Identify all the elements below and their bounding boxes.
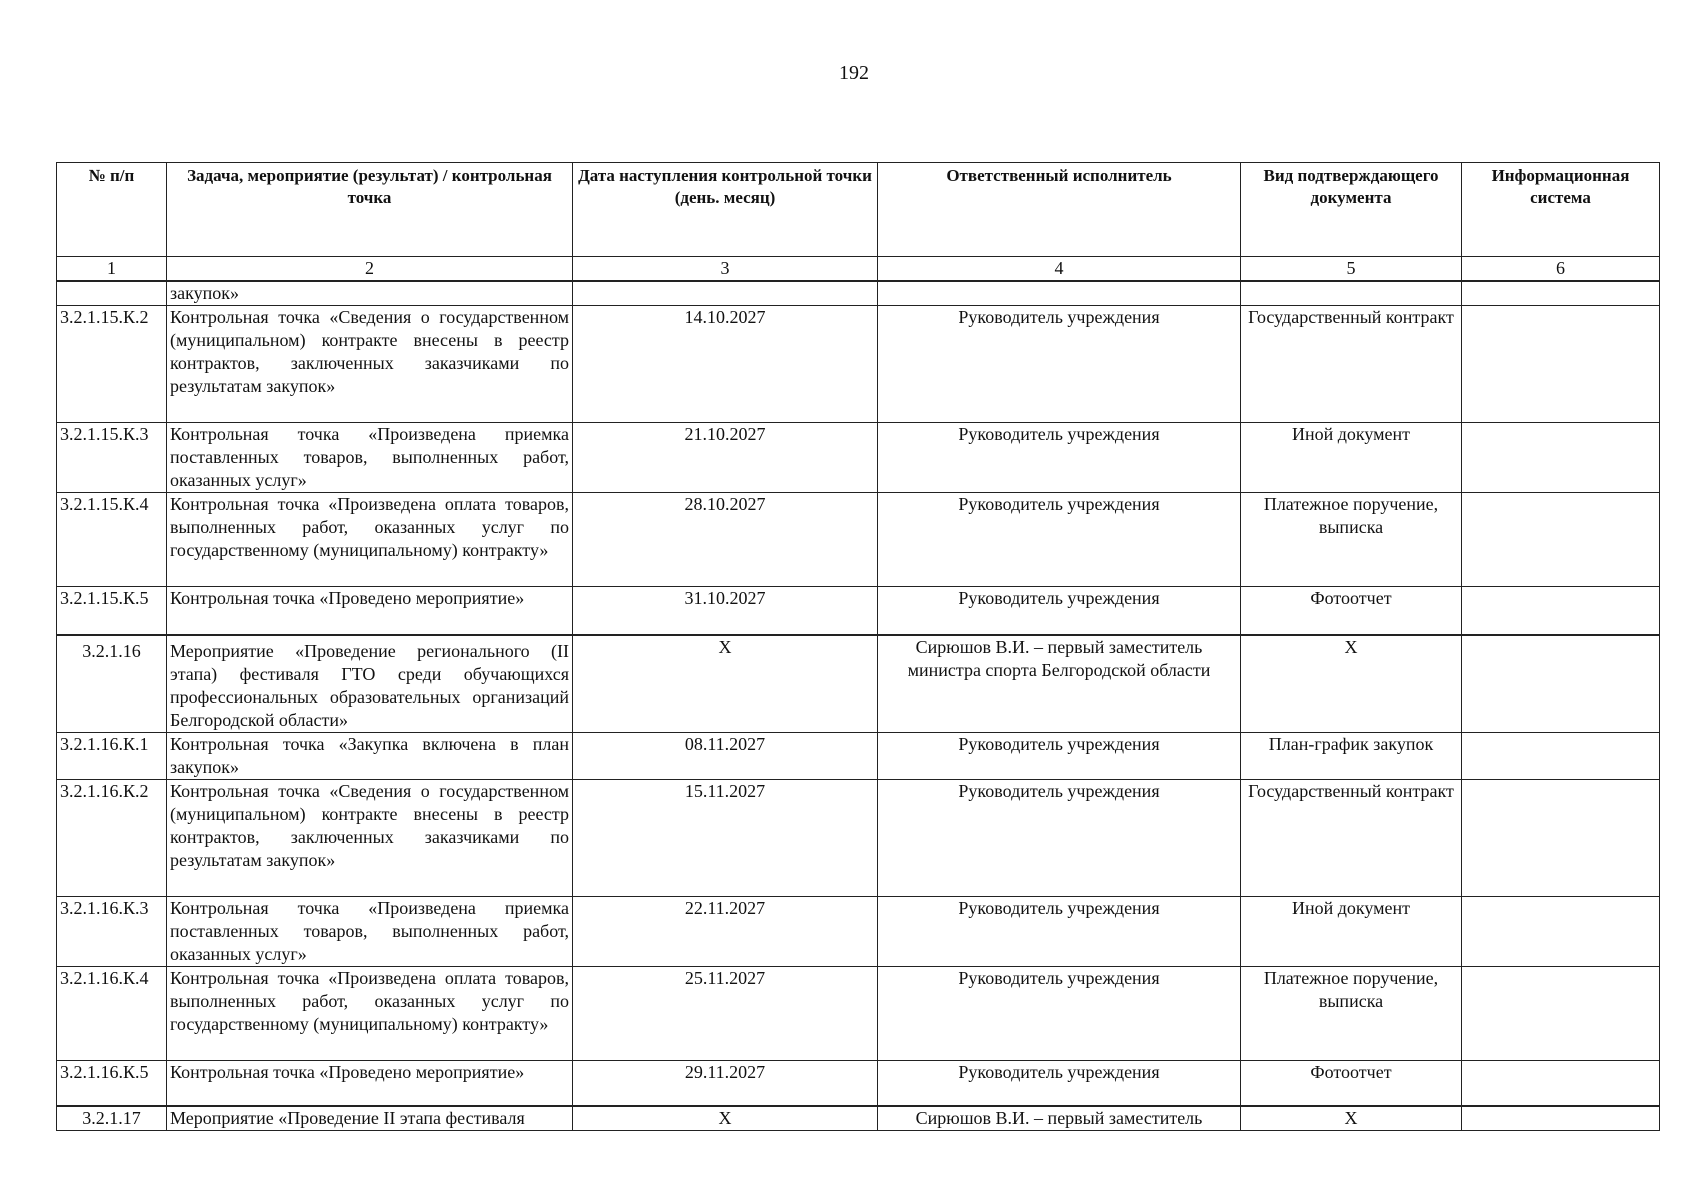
row-document: Иной документ [1241,423,1462,493]
row-responsible: Руководитель учреждения [878,493,1241,587]
row-number [57,281,167,306]
row-date: 14.10.2027 [573,306,878,423]
row-date: 31.10.2027 [573,587,878,635]
row-task: Контрольная точка «Сведения о государственном (муниципальном) контракте внесены в реестр контрактов, заключенных заказчиками по результатам закупок» [167,779,573,896]
row-number: 3.2.1.15.К.3 [57,423,167,493]
table-row [57,306,1660,423]
row-number: 3.2.1.16.К.2 [57,779,167,896]
row-date: 21.10.2027 [573,423,878,493]
row-document: Государственный контракт [1241,306,1462,423]
header-system: Информационная система [1462,163,1660,257]
row-responsible: Руководитель учреждения [878,1060,1241,1106]
table-row [57,1060,1660,1106]
row-date: X [573,635,878,733]
row-document: X [1241,635,1462,733]
row-task: Контрольная точка «Произведена оплата товаров, выполненных работ, оказанных услуг по государственному (муниципальному) контракту» [167,966,573,1060]
row-number: 3.2.1.15.К.5 [57,587,167,635]
row-responsible: Сирюшов В.И. – первый заместитель [878,1106,1241,1131]
row-task: Мероприятие «Проведение регионального (II этапа) фестиваля ГТО среди обучающихся профессиональных образовательных организаций Белгородской области» [167,635,573,733]
row-number: 3.2.1.15.К.2 [57,306,167,423]
row-date [573,281,878,306]
table-row [57,635,1660,733]
table-header-row [57,163,1660,257]
row-responsible: Руководитель учреждения [878,587,1241,635]
table-row [57,493,1660,587]
row-date: 15.11.2027 [573,779,878,896]
header-document: Вид подтверждающего документа [1241,163,1462,257]
column-number: 4 [878,257,1241,282]
row-system [1462,896,1660,966]
row-task: Контрольная точка «Проведено мероприятие» [167,1060,573,1106]
row-date: 08.11.2027 [573,732,878,779]
row-responsible: Руководитель учреждения [878,732,1241,779]
table-row [57,966,1660,1060]
row-task: Мероприятие «Проведение II этапа фестиваля [167,1106,573,1131]
table-row [57,423,1660,493]
row-number: 3.2.1.15.К.4 [57,493,167,587]
table-row [57,587,1660,635]
row-number: 3.2.1.16.К.3 [57,896,167,966]
row-number: 3.2.1.17 [57,1106,167,1131]
row-task: Контрольная точка «Произведена приемка поставленных товаров, выполненных работ, оказанных услуг» [167,896,573,966]
header-number: № п/п [57,163,167,257]
row-system [1462,1060,1660,1106]
column-number: 5 [1241,257,1462,282]
row-system [1462,1106,1660,1131]
row-system [1462,281,1660,306]
row-number: 3.2.1.16.К.4 [57,966,167,1060]
row-system [1462,635,1660,733]
column-number: 3 [573,257,878,282]
row-document: Платежное поручение, выписка [1241,966,1462,1060]
control-points-table [56,162,1660,1131]
header-date: Дата наступления контрольной точки (день. месяц) [573,163,878,257]
row-document: X [1241,1106,1462,1131]
table-row [57,732,1660,779]
row-responsible: Сирюшов В.И. – первый заместитель министра спорта Белгородской области [878,635,1241,733]
header-task: Задача, мероприятие (результат) / контрольная точка [167,163,573,257]
column-number: 2 [167,257,573,282]
row-date: 22.11.2027 [573,896,878,966]
row-number: 3.2.1.16.К.1 [57,732,167,779]
row-document: Фотоотчет [1241,1060,1462,1106]
row-number: 3.2.1.16 [57,635,167,733]
row-responsible: Руководитель учреждения [878,779,1241,896]
row-system [1462,732,1660,779]
row-date: 29.11.2027 [573,1060,878,1106]
row-document: План-график закупок [1241,732,1462,779]
row-document: Фотоотчет [1241,587,1462,635]
row-system [1462,779,1660,896]
table-row [57,896,1660,966]
row-task: Контрольная точка «Произведена оплата товаров, выполненных работ, оказанных услуг по государственному (муниципальному) контракту» [167,493,573,587]
row-system [1462,587,1660,635]
column-number: 1 [57,257,167,282]
row-system [1462,306,1660,423]
row-task: закупок» [167,281,573,306]
row-system [1462,966,1660,1060]
row-responsible: Руководитель учреждения [878,896,1241,966]
column-number: 6 [1462,257,1660,282]
table-row [57,1106,1660,1131]
row-system [1462,423,1660,493]
page-number: 192 [839,62,869,84]
table-row [57,281,1660,306]
row-task: Контрольная точка «Закупка включена в план закупок» [167,732,573,779]
row-task: Контрольная точка «Сведения о государственном (муниципальном) контракте внесены в реестр контрактов, заключенных заказчиками по результатам закупок» [167,306,573,423]
row-document [1241,281,1462,306]
column-numbers-row [57,257,1660,282]
row-date: X [573,1106,878,1131]
row-responsible: Руководитель учреждения [878,423,1241,493]
table-row [57,779,1660,896]
row-date: 25.11.2027 [573,966,878,1060]
row-responsible [878,281,1241,306]
row-document: Платежное поручение, выписка [1241,493,1462,587]
row-date: 28.10.2027 [573,493,878,587]
row-document: Государственный контракт [1241,779,1462,896]
row-task: Контрольная точка «Произведена приемка поставленных товаров, выполненных работ, оказанных услуг» [167,423,573,493]
header-responsible: Ответственный исполнитель [878,163,1241,257]
row-number: 3.2.1.16.К.5 [57,1060,167,1106]
row-system [1462,493,1660,587]
row-task: Контрольная точка «Проведено мероприятие» [167,587,573,635]
row-responsible: Руководитель учреждения [878,306,1241,423]
row-document: Иной документ [1241,896,1462,966]
row-responsible: Руководитель учреждения [878,966,1241,1060]
